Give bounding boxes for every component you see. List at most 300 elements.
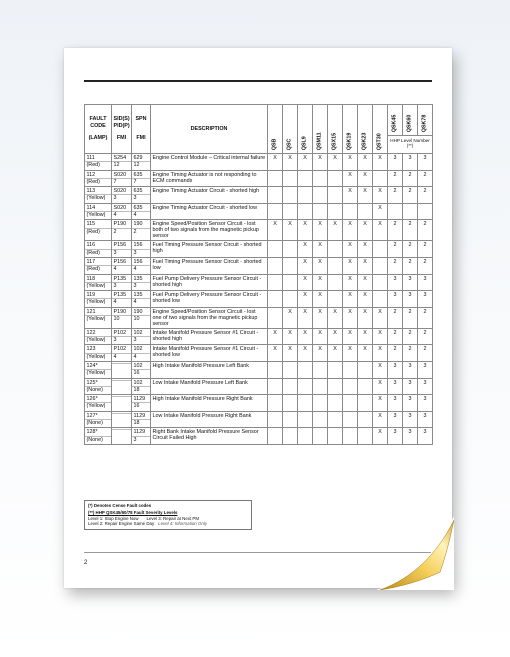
cell-engine-qsk19: X (343, 291, 358, 308)
cell-fault-code: 122 (Yellow) (85, 328, 112, 345)
cell-sid-pid: P156 3 (112, 241, 132, 258)
cell-fault-code: 116 (Red) (85, 241, 112, 258)
header-fault-code: FAULT CODE (LAMP) (85, 105, 112, 154)
header-engine-qsk45: QSK45 (388, 105, 403, 135)
cell-engine-qsk45: 2 (388, 257, 403, 274)
table-row (85, 170, 433, 187)
cell-engine-qsc: X (283, 307, 298, 328)
cell-fault-code: 125* (None) (85, 378, 112, 395)
header-engine-qst30: QST30 (373, 105, 388, 154)
cell-engine-qsk78 (418, 203, 433, 220)
cell-spn: 156 4 (132, 257, 151, 274)
cell-engine-qsk60: 2 (403, 328, 418, 345)
cell-description: High Intake Manifold Pressure Right Bank (151, 395, 268, 412)
table-row (85, 395, 433, 412)
cell-engine-qsk78: 3 (418, 154, 433, 171)
cell-engine-qsk78: 3 (418, 378, 433, 395)
cell-fault-code: 113 (Yellow) (85, 187, 112, 204)
cell-engine-qsk19: X (343, 187, 358, 204)
cell-description: Engine Timing Actuator Circuit - shorted low (151, 203, 268, 220)
cell-engine-qsb (268, 307, 283, 328)
cell-sid-pid: P102 4 (112, 345, 132, 362)
cell-engine-qsx15 (328, 361, 343, 378)
cell-description: Engine Timing Actuator is not responding to ECM commands (151, 170, 268, 187)
table-header (85, 105, 433, 154)
cell-description: Fuel Timing Pressure Sensor Circuit - shorted high (151, 241, 268, 258)
cell-engine-qsk78: 3 (418, 411, 433, 428)
header-description: DESCRIPTION (151, 105, 268, 154)
cell-fault-code: 119 (Yellow) (85, 291, 112, 308)
cell-engine-qst30 (373, 291, 388, 308)
footnote-box (84, 500, 252, 530)
cell-engine-qsk19: X (343, 328, 358, 345)
cell-engine-qsk19 (343, 361, 358, 378)
cell-description: Engine Control Module – Critical internal failure (151, 154, 268, 171)
cell-engine-qsk78: 2 (418, 257, 433, 274)
cell-engine-qsx15 (328, 274, 343, 291)
cell-engine-qst30: X (373, 187, 388, 204)
cell-spn: 635 7 (132, 170, 151, 187)
cell-engine-qsk23: X (358, 291, 373, 308)
cell-engine-qsk60: 3 (403, 274, 418, 291)
cell-description: Right Bank Intake Manifold Pressure Sensor Circuit Failed High (151, 428, 268, 445)
header-hhp-group (388, 105, 433, 154)
cell-spn: 156 3 (132, 241, 151, 258)
cell-engine-qsm11: X (313, 291, 328, 308)
cell-engine-qsx15 (328, 187, 343, 204)
cell-engine-qsc: X (283, 345, 298, 362)
cell-sid-pid (112, 378, 132, 395)
footnote-levels-row2: Level 2: Repair Engine Same Day Level 4: Information Only (88, 521, 207, 527)
cell-engine-qsm11 (313, 187, 328, 204)
cell-engine-qsx15 (328, 241, 343, 258)
cell-fault-code: 126* (Yellow) (85, 395, 112, 412)
cell-engine-qsx15 (328, 395, 343, 412)
cell-engine-qsx15 (328, 170, 343, 187)
cell-sid-pid (112, 428, 132, 445)
cell-engine-qsk23: X (358, 154, 373, 171)
cell-engine-qsc (283, 257, 298, 274)
cell-engine-qsk19: X (343, 241, 358, 258)
cell-spn: 190 10 (132, 307, 151, 328)
cell-engine-qsm11 (313, 361, 328, 378)
cell-engine-qsk23: X (358, 220, 373, 241)
table-row (85, 274, 433, 291)
cell-engine-qst30: X (373, 328, 388, 345)
cell-sid-pid: P156 4 (112, 257, 132, 274)
cell-engine-qsl9 (298, 378, 313, 395)
cell-engine-qst30 (373, 241, 388, 258)
cell-engine-qst30 (373, 274, 388, 291)
cell-engine-qsl9 (298, 187, 313, 204)
cell-engine-qsk60: 3 (403, 361, 418, 378)
cell-engine-qst30 (373, 257, 388, 274)
cell-engine-qsb (268, 291, 283, 308)
cell-engine-qsx15 (328, 257, 343, 274)
cell-engine-qsk23 (358, 378, 373, 395)
cell-engine-qsm11: X (313, 241, 328, 258)
cell-engine-qsk60: 2 (403, 241, 418, 258)
cell-engine-qsl9 (298, 170, 313, 187)
table-row (85, 345, 433, 362)
cell-fault-code: 123 (Yellow) (85, 345, 112, 362)
cell-engine-qsx15: X (328, 307, 343, 328)
cell-engine-qsb: X (268, 154, 283, 171)
cell-spn: 135 4 (132, 291, 151, 308)
cell-engine-qsl9 (298, 395, 313, 412)
cell-engine-qsk23: X (358, 241, 373, 258)
cell-engine-qsk19 (343, 428, 358, 445)
cell-engine-qsk45: 3 (388, 428, 403, 445)
cell-engine-qsc (283, 241, 298, 258)
cell-engine-qsk23: X (358, 257, 373, 274)
header-engine-qsc: QSC (283, 105, 298, 154)
cell-engine-qsk19: X (343, 170, 358, 187)
header-hhp-note: HHP Level Number (**) (390, 138, 430, 149)
cell-engine-qsk78: 3 (418, 395, 433, 412)
document-page (64, 48, 452, 588)
table-row (85, 378, 433, 395)
cell-engine-qsk45: 2 (388, 187, 403, 204)
cell-engine-qsk23: X (358, 328, 373, 345)
footnote-levels-row1: Level 1: Stop Engine Now Level 3: Repair at Next PM (88, 515, 199, 521)
cell-engine-qsm11: X (313, 154, 328, 171)
cell-engine-qsk78: 2 (418, 328, 433, 345)
cell-sid-pid (112, 411, 132, 428)
cell-engine-qsk45: 2 (388, 345, 403, 362)
cell-engine-qsl9 (298, 428, 313, 445)
cell-sid-pid: S020 4 (112, 203, 132, 220)
table-row (85, 154, 433, 171)
cell-engine-qsx15 (328, 291, 343, 308)
cell-engine-qsk23 (358, 395, 373, 412)
cell-engine-qst30: X (373, 378, 388, 395)
top-rule (84, 80, 432, 82)
cell-engine-qsx15: X (328, 154, 343, 171)
cell-engine-qsk60: 2 (403, 257, 418, 274)
cell-engine-qsm11: X (313, 307, 328, 328)
table-row (85, 328, 433, 345)
cell-engine-qsk23 (358, 411, 373, 428)
table-row (85, 203, 433, 220)
cell-engine-qsc (283, 411, 298, 428)
table-row (85, 307, 433, 328)
cell-engine-qsc (283, 395, 298, 412)
cell-engine-qsk45 (388, 203, 403, 220)
cell-engine-qsl9: X (298, 257, 313, 274)
cell-engine-qsk23: X (358, 274, 373, 291)
cell-engine-qst30: X (373, 307, 388, 328)
page-number: 2 (84, 560, 88, 566)
cell-sid-pid (112, 395, 132, 412)
cell-spn: 1129 3 (132, 428, 151, 445)
cell-engine-qst30: X (373, 154, 388, 171)
table-row (85, 257, 433, 274)
cell-engine-qst30: X (373, 220, 388, 241)
header-spn: SPN FMI (132, 105, 151, 154)
cell-description: Low Intake Manifold Pressure Right Bank (151, 411, 268, 428)
cell-engine-qsk19 (343, 203, 358, 220)
cell-sid-pid: P190 10 (112, 307, 132, 328)
cell-engine-qsl9: X (298, 307, 313, 328)
cell-engine-qsb (268, 241, 283, 258)
cell-engine-qsk78: 3 (418, 361, 433, 378)
cell-engine-qsk45: 2 (388, 328, 403, 345)
cell-engine-qsk45: 3 (388, 395, 403, 412)
cell-engine-qsk19: X (343, 257, 358, 274)
cell-description: Engine Timing Actuator Circuit - shorted high (151, 187, 268, 204)
cell-fault-code: 128* (None) (85, 428, 112, 445)
cell-fault-code: 121 (Yellow) (85, 307, 112, 328)
cell-engine-qsb (268, 428, 283, 445)
cell-engine-qsx15: X (328, 220, 343, 241)
cell-engine-qsb: X (268, 345, 283, 362)
cell-spn: 102 16 (132, 361, 151, 378)
table-row (85, 291, 433, 308)
cell-spn: 1129 18 (132, 411, 151, 428)
cell-description: High Intake Manifold Pressure Left Bank (151, 361, 268, 378)
table-row (85, 241, 433, 258)
cell-engine-qsk45: 3 (388, 291, 403, 308)
cell-engine-qsk45: 3 (388, 154, 403, 171)
cell-engine-qsb (268, 361, 283, 378)
cell-engine-qst30 (373, 170, 388, 187)
cell-sid-pid: P190 2 (112, 220, 132, 241)
cell-engine-qsk23: X (358, 187, 373, 204)
cell-engine-qsm11: X (313, 274, 328, 291)
cell-description: Fuel Pump Delivery Pressure Sensor Circuit - shorted high (151, 274, 268, 291)
cell-sid-pid: P135 3 (112, 274, 132, 291)
cell-engine-qsb (268, 274, 283, 291)
cell-engine-qsk45: 2 (388, 241, 403, 258)
cell-engine-qsx15 (328, 203, 343, 220)
cell-fault-code: 124* (Yellow) (85, 361, 112, 378)
cell-engine-qsk45: 3 (388, 411, 403, 428)
cell-sid-pid: S020 7 (112, 170, 132, 187)
cell-engine-qsk19: X (343, 154, 358, 171)
cell-engine-qsk78: 2 (418, 187, 433, 204)
cell-engine-qsc (283, 274, 298, 291)
cell-engine-qsl9 (298, 361, 313, 378)
header-sid-pid: SID(S) PID(P) FMI (112, 105, 132, 154)
cell-engine-qsk23 (358, 361, 373, 378)
cell-engine-qst30: X (373, 411, 388, 428)
cell-engine-qsl9: X (298, 274, 313, 291)
cell-engine-qsm11 (313, 428, 328, 445)
cell-engine-qsx15 (328, 411, 343, 428)
cell-engine-qsk60: 3 (403, 411, 418, 428)
cell-engine-qsm11: X (313, 257, 328, 274)
cell-engine-qsk23 (358, 428, 373, 445)
cell-spn: 629 12 (132, 154, 151, 171)
cell-engine-qsm11: X (313, 345, 328, 362)
cell-engine-qsl9: X (298, 220, 313, 241)
cell-spn: 102 4 (132, 345, 151, 362)
header-engine-qsk23: QSK23 (358, 105, 373, 154)
cell-engine-qsm11 (313, 395, 328, 412)
cell-engine-qsl9: X (298, 154, 313, 171)
cell-engine-qsk60: 2 (403, 307, 418, 328)
cell-engine-qsl9: X (298, 241, 313, 258)
table-row (85, 411, 433, 428)
cell-engine-qsk78: 2 (418, 241, 433, 258)
cell-engine-qsl9 (298, 411, 313, 428)
cell-engine-qsb (268, 395, 283, 412)
cell-engine-qsk19 (343, 378, 358, 395)
cell-engine-qsc (283, 378, 298, 395)
cell-spn: 102 18 (132, 378, 151, 395)
footnote-severity-title: (**) HHP QSK45/60/78 Fault Severity Levels (88, 510, 178, 516)
cell-spn: 635 4 (132, 203, 151, 220)
cell-sid-pid (112, 361, 132, 378)
cell-engine-qsk19: X (343, 220, 358, 241)
cell-engine-qsb: X (268, 328, 283, 345)
cell-engine-qsk45: 2 (388, 220, 403, 241)
cell-engine-qsk19: X (343, 345, 358, 362)
cell-engine-qsb (268, 187, 283, 204)
cell-engine-qst30: X (373, 361, 388, 378)
cell-engine-qsb (268, 257, 283, 274)
cell-engine-qsk60: 3 (403, 291, 418, 308)
page-curl-icon (376, 516, 454, 590)
cell-engine-qsk19: X (343, 307, 358, 328)
cell-engine-qsb (268, 378, 283, 395)
footnote-cense: (*) Denotes Cense Fault codes (88, 503, 152, 508)
cell-sid-pid: P102 3 (112, 328, 132, 345)
cell-engine-qsm11 (313, 203, 328, 220)
cell-description: Fuel Pump Delivery Pressure Sensor Circuit - shorted low (151, 291, 268, 308)
header-engine-qsl9: QSL9 (298, 105, 313, 154)
cell-engine-qsk78: 3 (418, 274, 433, 291)
cell-engine-qsc (283, 170, 298, 187)
cell-engine-qsk78: 2 (418, 307, 433, 328)
cell-engine-qsm11 (313, 411, 328, 428)
cell-engine-qsk78: 2 (418, 170, 433, 187)
cell-engine-qsx15: X (328, 345, 343, 362)
cell-sid-pid: P135 4 (112, 291, 132, 308)
fault-code-table (84, 104, 433, 445)
table-body (85, 154, 433, 445)
cell-engine-qsm11 (313, 170, 328, 187)
header-engine-qsk78: QSK78 (421, 114, 428, 132)
cell-engine-qsc (283, 291, 298, 308)
header-engine-qsk60: QSK60 (403, 105, 418, 135)
cell-engine-qsc: X (283, 328, 298, 345)
cell-engine-qsk19 (343, 395, 358, 412)
cell-engine-qsk45: 2 (388, 307, 403, 328)
cell-engine-qsl9: X (298, 345, 313, 362)
cell-engine-qsk60: 3 (403, 154, 418, 171)
cell-engine-qsk60 (403, 203, 418, 220)
cell-fault-code: 114 (Yellow) (85, 203, 112, 220)
cell-engine-qsk78: 3 (418, 291, 433, 308)
cell-engine-qsk78: 2 (418, 220, 433, 241)
table-row (85, 187, 433, 204)
header-engine-qsx15: QSX15 (328, 105, 343, 154)
cell-engine-qsc: X (283, 154, 298, 171)
cell-engine-qsk23 (358, 203, 373, 220)
table-row (85, 428, 433, 445)
cell-engine-qsk23: X (358, 345, 373, 362)
cell-engine-qsc (283, 361, 298, 378)
cell-description: Intake Manifold Pressure Sensor #1 Circuit - shorted low (151, 345, 268, 362)
cell-engine-qsk45: 3 (388, 274, 403, 291)
cell-fault-code: 118 (Yellow) (85, 274, 112, 291)
cell-engine-qsl9 (298, 203, 313, 220)
cell-engine-qsk19: X (343, 274, 358, 291)
cell-engine-qst30: X (373, 428, 388, 445)
cell-engine-qsk60: 3 (403, 428, 418, 445)
cell-engine-qsc (283, 203, 298, 220)
cell-engine-qsb (268, 203, 283, 220)
cell-engine-qsm11: X (313, 220, 328, 241)
cell-engine-qsc (283, 187, 298, 204)
cell-description: Engine Speed/Position Sensor Circuit - lost both of two signals from the magnetic pickup sensor (151, 220, 268, 241)
cell-description: Intake Manifold Pressure Sensor #1 Circuit - shorted high (151, 328, 268, 345)
cell-engine-qsk60: 2 (403, 220, 418, 241)
cell-engine-qsk60: 3 (403, 395, 418, 412)
cell-engine-qst30: X (373, 203, 388, 220)
cell-fault-code: 117 (Red) (85, 257, 112, 274)
header-engine-qsb: QSB (268, 105, 283, 154)
cell-spn: 135 3 (132, 274, 151, 291)
cell-fault-code: 127* (None) (85, 411, 112, 428)
table-row (85, 361, 433, 378)
cell-engine-qsb (268, 170, 283, 187)
cell-engine-qsk60: 2 (403, 187, 418, 204)
cell-engine-qsk60: 2 (403, 345, 418, 362)
cell-fault-code: 111 (Red) (85, 154, 112, 171)
cell-fault-code: 115 (Red) (85, 220, 112, 241)
cell-spn: 635 3 (132, 187, 151, 204)
table-row (85, 220, 433, 241)
cell-spn: 102 3 (132, 328, 151, 345)
cell-engine-qsk78: 3 (418, 428, 433, 445)
cell-engine-qsl9: X (298, 291, 313, 308)
cell-engine-qsk23: X (358, 170, 373, 187)
header-engine-qsm11: QSM11 (313, 105, 328, 154)
cell-engine-qsl9: X (298, 328, 313, 345)
cell-engine-qst30: X (373, 345, 388, 362)
header-engine-qsk19: QSK19 (343, 105, 358, 154)
cell-engine-qsb (268, 411, 283, 428)
cell-description: Low Intake Manifold Pressure Left Bank (151, 378, 268, 395)
cell-engine-qsk45: 3 (388, 378, 403, 395)
cell-engine-qsb: X (268, 220, 283, 241)
cell-engine-qsk19 (343, 411, 358, 428)
cell-engine-qsk45: 3 (388, 361, 403, 378)
cell-engine-qsk60: 2 (403, 170, 418, 187)
cell-engine-qsx15 (328, 428, 343, 445)
cell-fault-code: 112 (Red) (85, 170, 112, 187)
cell-engine-qsk78: 2 (418, 345, 433, 362)
cell-description: Engine Speed/Position Sensor Circuit - lost one of two signals from the magnetic pickup sensor (151, 307, 268, 328)
cell-engine-qsc: X (283, 220, 298, 241)
cell-engine-qsk45: 2 (388, 170, 403, 187)
cell-engine-qsc (283, 428, 298, 445)
cell-sid-pid: S020 3 (112, 187, 132, 204)
cell-spn: 190 2 (132, 220, 151, 241)
cell-engine-qsx15: X (328, 328, 343, 345)
cell-sid-pid: S254 12 (112, 154, 132, 171)
cell-engine-qst30: X (373, 395, 388, 412)
cell-engine-qsk60: 3 (403, 378, 418, 395)
cell-description: Fuel Timing Pressure Sensor Circuit - shorted low (151, 257, 268, 274)
cell-engine-qsm11 (313, 378, 328, 395)
cell-spn: 1129 16 (132, 395, 151, 412)
cell-engine-qsx15 (328, 378, 343, 395)
cell-engine-qsm11: X (313, 328, 328, 345)
